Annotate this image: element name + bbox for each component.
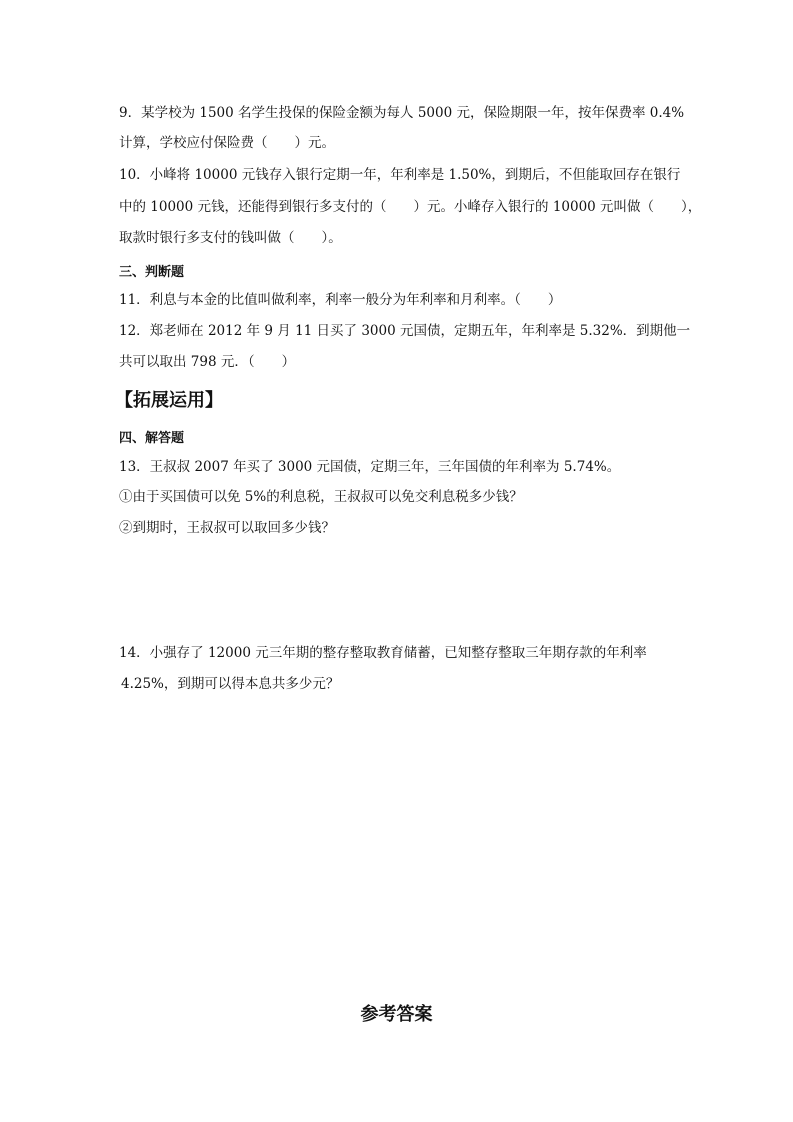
question-13-line-1: 13．王叔叔 2007 年买了 3000 元国债，定期三年，三年国债的年利率为 5.74%。 [119,459,621,475]
question-14-line-1: 14．小强存了 12000 元三年期的整存整取教育储蓄，已知整存整取三年期存款的年利率 [119,645,647,661]
question-10-line-2: 中的 10000 元钱，还能得到银行多支付的（ ）元。小峰存入银行的 10000 元叫做（ ）， [119,199,702,215]
extension-heading: 【拓展运用】 [115,390,223,411]
section-heading-judge: 三、判断题 [119,265,185,280]
question-12-line-2: 共可以取出 798 元．（ ） [119,354,296,370]
question-9-line-1: 9．某学校为 1500 名学生投保的保险金额为每人 5000 元，保险期限一年，按年保费率 0.4% [119,105,685,121]
question-9-line-2: 计算，学校应付保险费（ ）元。 [119,135,335,151]
question-10-line-1: 10．小峰将 10000 元钱存入银行定期一年，年利率是 1.50%，到期后，不但能取回存在银行 [119,167,681,183]
question-13-sub-1: ①由于买国债可以免 5%的利息税，王叔叔可以免交利息税多少钱？ [119,489,523,505]
section-heading-solve: 四、解答题 [119,431,185,446]
question-12-line-1: 12．郑老师在 2012 年 9 月 11 日买了 3000 元国债，定期五年，年利率是 5.32%．到期他一 [119,323,691,339]
question-10-line-3: 取款时银行多支付的钱叫做（ ）。 [119,230,342,246]
answers-title: 参考答案 [360,1004,433,1025]
question-11: 11．利息与本金的比值叫做利率，利率一般分为年利率和月利率。（ ） [119,292,562,308]
question-13-sub-2: ②到期时，王叔叔可以取回多少钱？ [119,520,335,536]
question-14-line-2: 4.25%，到期可以得本息共多少元？ [121,676,340,692]
